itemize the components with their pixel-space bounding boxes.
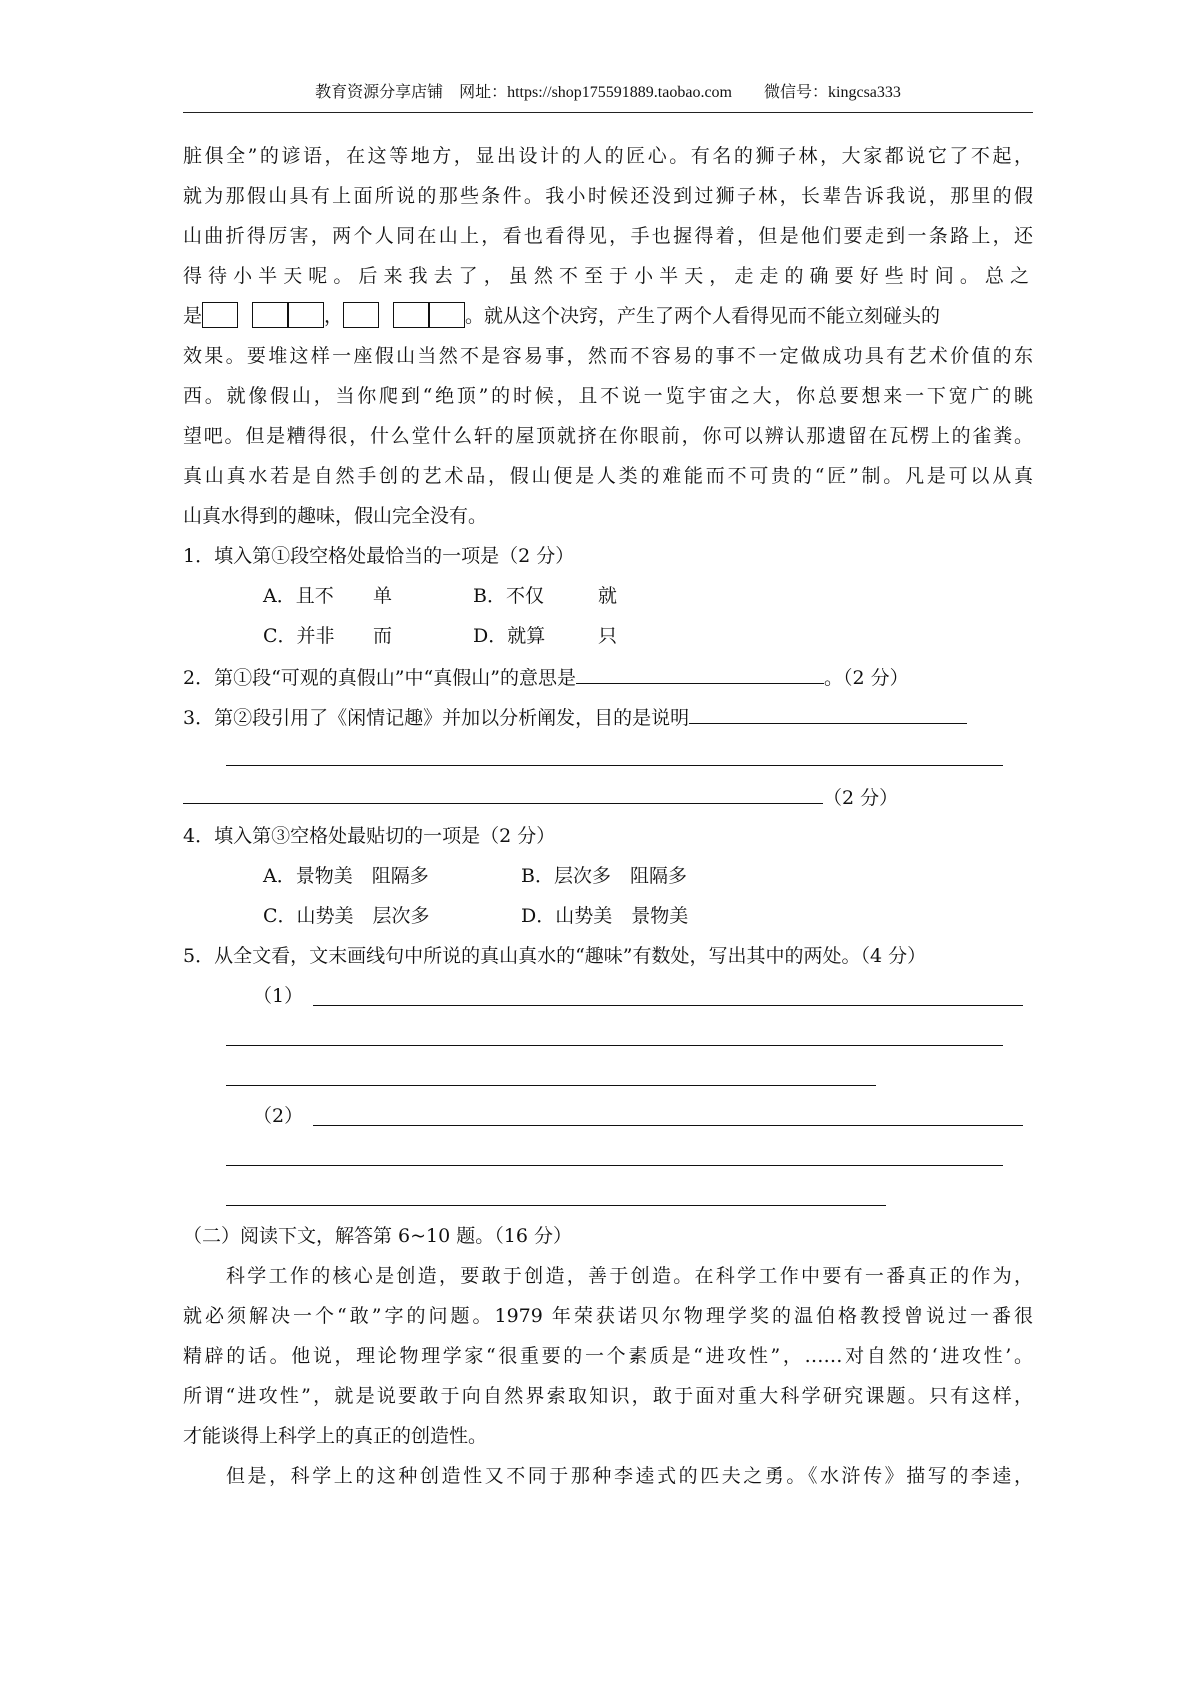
section-2-title: （二）阅读下文，解答第 6~10 题。（16 分） [183, 1225, 572, 1247]
question-1-options-row [263, 623, 963, 649]
passage-line: 真山真水若是自然手创的艺术品，假山便是人类的难能而不可贵的“匠”制。凡是可以从真 [183, 465, 1033, 487]
part-2-label: （2） [253, 1105, 304, 1127]
answer-blank[interactable] [576, 663, 824, 684]
question-4-options-row [263, 863, 963, 889]
question-3 [183, 703, 1033, 731]
passage-line: 才能谈得上科学上的真正的创造性。 [183, 1425, 488, 1447]
passage-line: 望吧。但是糟得很，什么堂什么轩的屋顶就挤在你眼前，你可以辨认那遗留在瓦楞上的雀粪。 [183, 425, 1033, 447]
page-header [183, 80, 1033, 113]
option-a-word: 单 [373, 585, 393, 607]
option-b[interactable]: B．层次多 阻隔多 [521, 865, 687, 887]
blank-box[interactable] [202, 302, 238, 328]
blank-box[interactable] [429, 302, 465, 328]
passage-text: ， [324, 305, 344, 327]
answer-blank[interactable] [183, 783, 823, 804]
passage-text: 是 [183, 305, 203, 327]
question-4-stem: 4．填入第③空格处最贴切的一项是（2 分） [183, 825, 556, 847]
passage-line: 效果。要堆这样一座假山当然不是容易事，然而不容易的事不一定做成功具有艺术价值的东 [183, 345, 1033, 367]
answer-line[interactable] [226, 1205, 886, 1206]
passage-line: 脏俱全”的谚语，在这等地方，显出设计的人的匠心。有名的狮子林，大家都说它了不起， [183, 145, 1033, 167]
answer-line[interactable] [226, 1165, 1003, 1166]
question-1-options-row [263, 583, 963, 609]
option-d[interactable]: D．山势美 景物美 [521, 905, 689, 927]
option-a[interactable]: A．且不 [263, 585, 334, 607]
answer-line[interactable] [313, 1125, 1023, 1126]
option-b-word: 就 [598, 585, 618, 607]
option-a[interactable]: A．景物美 阻隔多 [263, 865, 429, 887]
option-b[interactable]: B．不仅 [473, 585, 544, 607]
question-3-last-line [183, 783, 1033, 811]
question-5-stem: 5．从全文看，文末画线句中所说的真山真水的“趣味”有数处，写出其中的两处。（4 分） [183, 945, 927, 967]
passage-line-with-blanks [183, 303, 1033, 329]
passage-line: 就为那假山具有上面所说的那些条件。我小时候还没到过狮子林，长辈告诉我说，那里的假 [183, 185, 1033, 207]
question-3-stem: 3．第②段引用了《闲情记趣》并加以分析阐发，目的是说明 [183, 707, 690, 729]
passage-line: 所谓“进攻性”，就是说要敢于向自然界索取知识，敢于面对重大科学研究课题。只有这样， [183, 1385, 1033, 1407]
passage-line: 山真水得到的趣味，假山完全没有。 [183, 505, 488, 527]
question-4-options-row [263, 903, 963, 929]
shop-wechat: 微信号：kingcsa333 [764, 84, 901, 101]
blank-box[interactable] [252, 302, 288, 328]
question-1-stem: 1．填入第①段空格处最恰当的一项是（2 分） [183, 545, 575, 567]
part-1-label: （1） [253, 985, 304, 1007]
answer-line[interactable] [313, 1005, 1023, 1006]
option-d[interactable]: D．就算 [473, 625, 546, 647]
blank-box[interactable] [343, 302, 379, 328]
passage-line: 但是，科学上的这种创造性又不同于那种李逵式的匹夫之勇。《水浒传》描写的李逵， [226, 1465, 1033, 1487]
answer-blank[interactable] [689, 703, 967, 724]
passage-line: 精辟的话。他说，理论物理学家“很重要的一个素质是“进攻性”，……对自然的‘进攻性’。 [183, 1345, 1033, 1367]
answer-line[interactable] [226, 765, 1003, 766]
option-c[interactable]: C．山势美 层次多 [263, 905, 430, 927]
passage-line: 得待小半天呢。后来我去了，虽然不至于小半天，走走的确要好些时间。总之 [183, 265, 1033, 287]
question-2 [183, 663, 1033, 691]
blank-box[interactable] [288, 302, 324, 328]
shop-name: 教育资源分享店铺 [315, 84, 444, 101]
passage-line: 西。就像假山，当你爬到“绝顶”的时候，且不说一览宇宙之大，你总要想来一下宽广的眺 [183, 385, 1033, 407]
passage-text: 。就从这个决窍，产生了两个人看得见而不能立刻碰头的 [465, 305, 941, 327]
answer-line[interactable] [226, 1045, 1003, 1046]
blank-box[interactable] [393, 302, 429, 328]
option-c[interactable]: C．并非 [263, 625, 335, 647]
question-3-score: （2 分） [823, 787, 899, 809]
option-c-word: 而 [373, 625, 393, 647]
passage-line: 就必须解决一个“敢”字的问题。1979 年荣获诺贝尔物理学奖的温伯格教授曾说过一番很 [183, 1305, 1033, 1327]
question-2-stem: 2．第①段“可观的真假山”中“真假山”的意思是 [183, 667, 576, 689]
question-2-score: 。（2 分） [823, 667, 909, 689]
shop-website: 网址：https://shop175591889.taobao.com [459, 84, 732, 101]
option-d-word: 只 [598, 625, 618, 647]
passage-line: 科学工作的核心是创造，要敢于创造，善于创造。在科学工作中要有一番真正的作为， [226, 1265, 1033, 1287]
passage-line: 山曲折得厉害，两个人同在山上，看也看得见，手也握得着，但是他们要走到一条路上，还 [183, 225, 1033, 247]
answer-line[interactable] [226, 1085, 876, 1086]
